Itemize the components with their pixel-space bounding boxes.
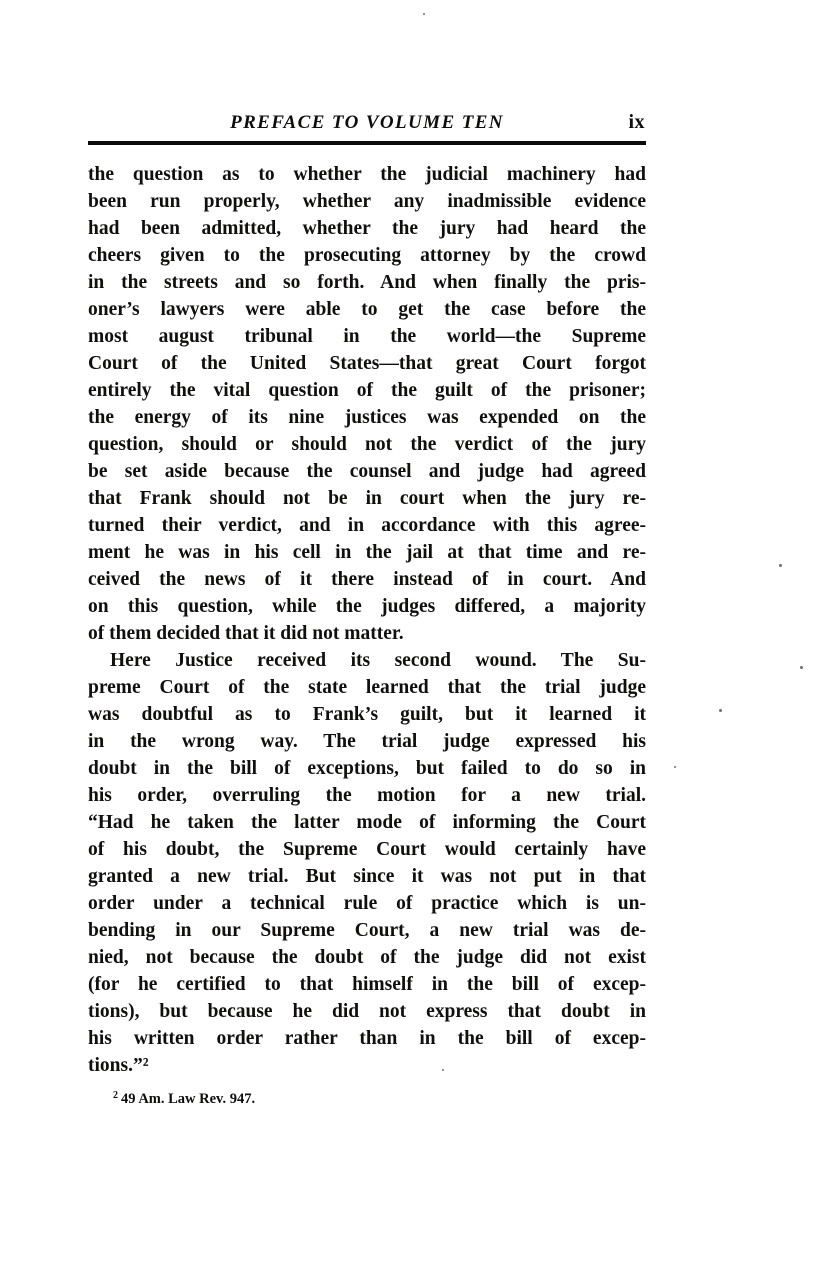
text-line: Here Justice received its second wound. The Su- — [110, 650, 646, 671]
text-line: tions.”² — [88, 1055, 149, 1076]
footnote — [88, 1087, 646, 1108]
text-line: Court of the United States—that great Court forgot — [88, 353, 646, 374]
text-line: his order, overruling the motion for a new trial. — [88, 785, 646, 806]
text-line: “Had he taken the latter mode of informing the Court — [88, 812, 646, 833]
text-line: nied, not because the doubt of the judge did not exist — [88, 947, 646, 968]
text-line: oner’s lawyers were able to get the case before the — [88, 299, 646, 320]
text-line: bending in our Supreme Court, a new trial was de- — [88, 920, 646, 941]
text-line: granted a new trial. But since it was not put in that — [88, 866, 646, 887]
scan-speck — [779, 564, 782, 567]
header-rule — [88, 141, 646, 145]
text-line: in the streets and so forth. And when finally the pris- — [88, 272, 646, 293]
text-block — [88, 110, 646, 1108]
text-line: question, should or should not the verdict of the jury — [88, 434, 646, 455]
text-line: was doubtful as to Frank’s guilt, but it learned it — [88, 704, 646, 725]
text-line: turned their verdict, and in accordance with this agree- — [88, 515, 646, 536]
scan-speck — [442, 1069, 444, 1071]
text-line: be set aside because the counsel and judge had agreed — [88, 461, 646, 482]
text-line: been run properly, whether any inadmissible evidence — [88, 191, 646, 212]
footnote-text: 49 Am. Law Rev. 947. — [121, 1091, 256, 1107]
text-line: the energy of its nine justices was expended on the — [88, 407, 646, 428]
running-header — [88, 110, 646, 140]
text-line: that Frank should not be in court when the jury re- — [88, 488, 646, 509]
body-text — [88, 161, 646, 1079]
text-line: of his doubt, the Supreme Court would certainly have — [88, 839, 646, 860]
text-line: ceived the news of it there instead of in court. And — [88, 569, 646, 590]
text-line: most august tribunal in the world—the Supreme — [88, 326, 646, 347]
text-line: the question as to whether the judicial machinery had — [88, 164, 646, 185]
page-title: PREFACE TO VOLUME TEN — [230, 112, 504, 133]
text-line: entirely the vital question of the guilt of the prisoner; — [88, 380, 646, 401]
text-line: tions), but because he did not express that doubt in — [88, 1001, 646, 1022]
scan-speck — [719, 709, 722, 712]
text-line: in the wrong way. The trial judge expressed his — [88, 731, 646, 752]
text-line: had been admitted, whether the jury had heard the — [88, 218, 646, 239]
text-line: on this question, while the judges differed, a majority — [88, 596, 646, 617]
scan-speck — [423, 13, 425, 15]
footnote-marker: 2 — [113, 1090, 118, 1101]
scan-speck — [800, 666, 803, 669]
scan-speck — [674, 766, 676, 768]
text-line: (for he certified to that himself in the bill of excep- — [88, 974, 646, 995]
text-line: preme Court of the state learned that the trial judge — [88, 677, 646, 698]
text-line: cheers given to the prosecuting attorney by the crowd — [88, 245, 646, 266]
text-line: order under a technical rule of practice which is un- — [88, 893, 646, 914]
text-line: of them decided that it did not matter. — [88, 623, 404, 644]
text-line: doubt in the bill of exceptions, but failed to do so in — [88, 758, 646, 779]
page-number: ix — [628, 111, 645, 133]
text-line: his written order rather than in the bill of excep- — [88, 1028, 646, 1049]
text-line: ment he was in his cell in the jail at that time and re- — [88, 542, 646, 563]
